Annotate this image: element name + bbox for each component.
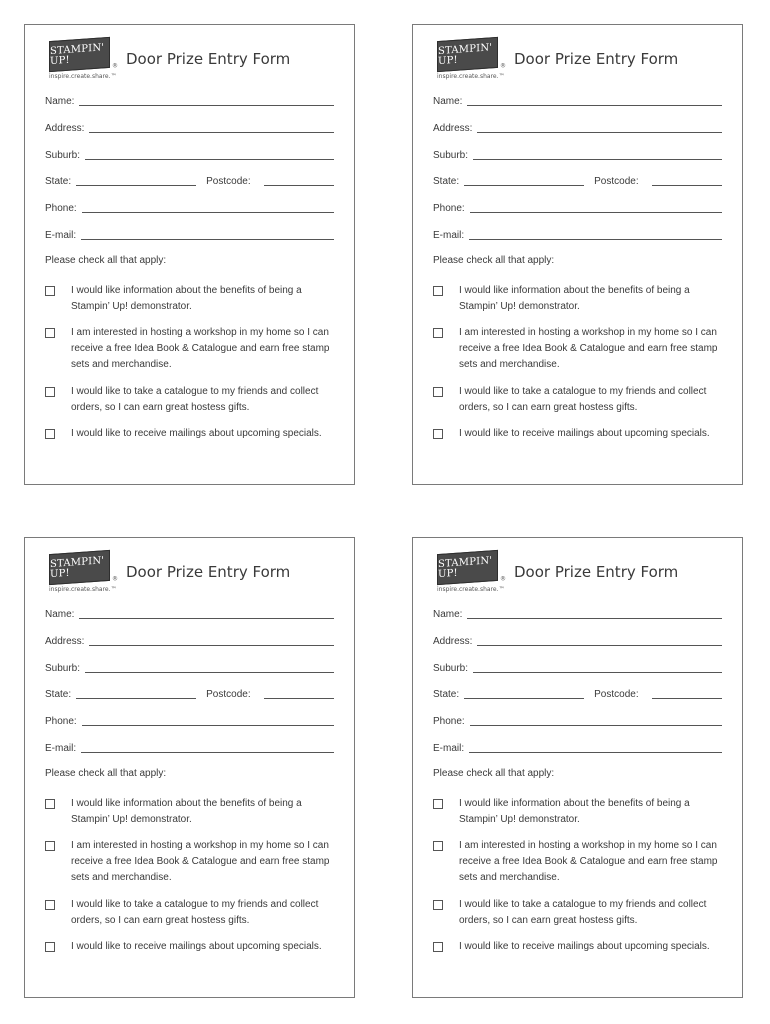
suburb-field[interactable] bbox=[85, 159, 334, 160]
email-label: E-mail: bbox=[433, 229, 465, 241]
option-text: I am interested in hosting a workshop in my home so I can receive a free Idea Book & Catalogue and earn free stamp sets and merchandise. bbox=[459, 840, 718, 884]
options-list bbox=[433, 283, 733, 442]
option-text: I would like to receive mailings about upcoming specials. bbox=[459, 427, 710, 439]
state-label: State: bbox=[433, 176, 460, 188]
checkbox[interactable] bbox=[433, 841, 443, 851]
option-item bbox=[433, 897, 733, 929]
entry-form-card-3 bbox=[24, 537, 355, 998]
state-field[interactable] bbox=[464, 185, 584, 186]
postcode-field[interactable] bbox=[264, 185, 334, 186]
options-list bbox=[433, 796, 733, 955]
address-field[interactable] bbox=[89, 132, 334, 133]
option-item bbox=[45, 426, 345, 442]
email-label: E-mail: bbox=[45, 229, 77, 241]
name-label: Name: bbox=[433, 96, 463, 107]
name-field[interactable] bbox=[79, 618, 334, 619]
form-fields bbox=[433, 604, 722, 765]
address-field[interactable] bbox=[89, 645, 334, 646]
state-label: State: bbox=[433, 689, 460, 701]
checkbox[interactable] bbox=[433, 387, 443, 397]
suburb-label: Suburb: bbox=[433, 149, 469, 161]
state-label: State: bbox=[45, 689, 72, 701]
email-field[interactable] bbox=[469, 239, 722, 240]
email-field[interactable] bbox=[81, 239, 334, 240]
checkbox[interactable] bbox=[45, 900, 55, 910]
name-field[interactable] bbox=[467, 618, 722, 619]
suburb-field[interactable] bbox=[85, 672, 334, 673]
option-text: I am interested in hosting a workshop in my home so I can receive a free Idea Book & Catalogue and earn free stamp sets and merchandise. bbox=[71, 327, 330, 371]
form-fields bbox=[45, 91, 334, 252]
address-field[interactable] bbox=[477, 132, 722, 133]
form-fields bbox=[433, 91, 722, 252]
postcode-field[interactable] bbox=[652, 698, 722, 699]
suburb-label: Suburb: bbox=[45, 149, 81, 161]
postcode-field[interactable] bbox=[264, 698, 334, 699]
option-text: I would like information about the benefits of being a Stampin’ Up! demonstrator. bbox=[459, 285, 690, 312]
email-label: E-mail: bbox=[433, 742, 465, 754]
state-field[interactable] bbox=[464, 698, 584, 699]
option-item bbox=[45, 838, 345, 886]
checkbox[interactable] bbox=[45, 328, 55, 338]
option-item bbox=[45, 796, 345, 828]
checkbox[interactable] bbox=[433, 942, 443, 952]
stampin-up-logo bbox=[49, 39, 119, 80]
logo-text: STAMPIN' UP! bbox=[438, 554, 493, 580]
entry-form-card-2 bbox=[412, 24, 743, 485]
email-field[interactable] bbox=[81, 752, 334, 753]
postcode-field[interactable] bbox=[652, 185, 722, 186]
name-label: Name: bbox=[433, 609, 463, 620]
options-list bbox=[45, 283, 345, 442]
email-label: E-mail: bbox=[45, 742, 77, 754]
checkbox[interactable] bbox=[433, 900, 443, 910]
checkbox[interactable] bbox=[433, 799, 443, 809]
logo-tagline: inspire.create.share.™ bbox=[49, 73, 117, 80]
logo-tagline: inspire.create.share.™ bbox=[437, 73, 505, 80]
check-intro: Please check all that apply: bbox=[433, 768, 555, 779]
option-text: I would like to take a catalogue to my friends and collect orders, so I can earn great hostess gifts. bbox=[71, 385, 319, 413]
logo-text: STAMPIN' UP! bbox=[50, 41, 105, 67]
checkbox[interactable] bbox=[433, 328, 443, 338]
option-item bbox=[45, 897, 345, 929]
option-item bbox=[433, 838, 733, 886]
option-text: I would like information about the benefits of being a Stampin’ Up! demonstrator. bbox=[459, 798, 690, 825]
address-field[interactable] bbox=[477, 645, 722, 646]
options-list bbox=[45, 796, 345, 955]
phone-label: Phone: bbox=[45, 203, 77, 215]
option-item bbox=[433, 325, 733, 373]
check-intro: Please check all that apply: bbox=[45, 768, 167, 779]
phone-field[interactable] bbox=[470, 725, 722, 726]
logo-tagline: inspire.create.share.™ bbox=[49, 586, 117, 593]
check-intro: Please check all that apply: bbox=[45, 255, 167, 266]
phone-label: Phone: bbox=[433, 203, 465, 215]
checkbox[interactable] bbox=[45, 286, 55, 296]
option-item bbox=[433, 939, 733, 955]
option-text: I would like to receive mailings about upcoming specials. bbox=[71, 940, 322, 952]
option-text: I would like to take a catalogue to my friends and collect orders, so I can earn great hostess gifts. bbox=[71, 898, 319, 926]
option-item bbox=[433, 384, 733, 416]
option-item bbox=[45, 384, 345, 416]
address-label: Address: bbox=[45, 635, 85, 647]
suburb-label: Suburb: bbox=[433, 662, 469, 674]
phone-field[interactable] bbox=[82, 725, 334, 726]
phone-field[interactable] bbox=[82, 212, 334, 213]
option-item bbox=[45, 939, 345, 955]
stampin-up-logo bbox=[437, 552, 507, 593]
checkbox[interactable] bbox=[45, 841, 55, 851]
postcode-label: Postcode: bbox=[206, 689, 251, 701]
checkbox[interactable] bbox=[45, 387, 55, 397]
phone-label: Phone: bbox=[433, 716, 465, 728]
option-text: I would like to receive mailings about upcoming specials. bbox=[71, 427, 322, 439]
address-label: Address: bbox=[433, 635, 473, 647]
option-text: I would like to receive mailings about upcoming specials. bbox=[459, 940, 710, 952]
state-field[interactable] bbox=[76, 698, 196, 699]
phone-field[interactable] bbox=[470, 212, 722, 213]
option-text: I would like information about the benefits of being a Stampin’ Up! demonstrator. bbox=[71, 798, 302, 825]
stampin-up-logo bbox=[49, 552, 119, 593]
option-item bbox=[45, 325, 345, 373]
logo-text: STAMPIN' UP! bbox=[438, 41, 493, 67]
option-text: I would like information about the benefits of being a Stampin’ Up! demonstrator. bbox=[71, 285, 302, 312]
option-text: I would like to take a catalogue to my friends and collect orders, so I can earn great hostess gifts. bbox=[459, 898, 707, 926]
entry-form-card-1 bbox=[24, 24, 355, 485]
postcode-label: Postcode: bbox=[594, 689, 639, 701]
suburb-label: Suburb: bbox=[45, 662, 81, 674]
option-item bbox=[433, 426, 733, 442]
stampin-up-logo bbox=[437, 39, 507, 80]
form-fields bbox=[45, 604, 334, 765]
checkbox[interactable] bbox=[45, 799, 55, 809]
form-title: Door Prize Entry Form bbox=[126, 50, 291, 68]
option-item bbox=[433, 796, 733, 828]
option-item bbox=[433, 283, 733, 315]
option-item bbox=[45, 283, 345, 315]
state-label: State: bbox=[45, 176, 72, 188]
suburb-field[interactable] bbox=[473, 159, 722, 160]
logo-tagline: inspire.create.share.™ bbox=[437, 586, 505, 593]
checkbox[interactable] bbox=[433, 286, 443, 296]
name-field[interactable] bbox=[79, 105, 334, 106]
postcode-label: Postcode: bbox=[206, 176, 251, 188]
suburb-field[interactable] bbox=[473, 672, 722, 673]
logo-text: STAMPIN' UP! bbox=[50, 554, 105, 580]
checkbox[interactable] bbox=[45, 429, 55, 439]
name-label: Name: bbox=[45, 609, 75, 620]
postcode-label: Postcode: bbox=[594, 176, 639, 188]
form-title: Door Prize Entry Form bbox=[126, 563, 291, 581]
option-text: I am interested in hosting a workshop in my home so I can receive a free Idea Book & Catalogue and earn free stamp sets and merchandise. bbox=[71, 840, 330, 884]
option-text: I would like to take a catalogue to my friends and collect orders, so I can earn great hostess gifts. bbox=[459, 385, 707, 413]
phone-label: Phone: bbox=[45, 716, 77, 728]
email-field[interactable] bbox=[469, 752, 722, 753]
form-title: Door Prize Entry Form bbox=[514, 50, 679, 68]
checkbox[interactable] bbox=[45, 942, 55, 952]
name-label: Name: bbox=[45, 96, 75, 107]
checkbox[interactable] bbox=[433, 429, 443, 439]
name-field[interactable] bbox=[467, 105, 722, 106]
entry-form-card-4 bbox=[412, 537, 743, 998]
form-title: Door Prize Entry Form bbox=[514, 563, 679, 581]
check-intro: Please check all that apply: bbox=[433, 255, 555, 266]
state-field[interactable] bbox=[76, 185, 196, 186]
address-label: Address: bbox=[433, 122, 473, 134]
address-label: Address: bbox=[45, 122, 85, 134]
option-text: I am interested in hosting a workshop in my home so I can receive a free Idea Book & Catalogue and earn free stamp sets and merchandise. bbox=[459, 327, 718, 371]
